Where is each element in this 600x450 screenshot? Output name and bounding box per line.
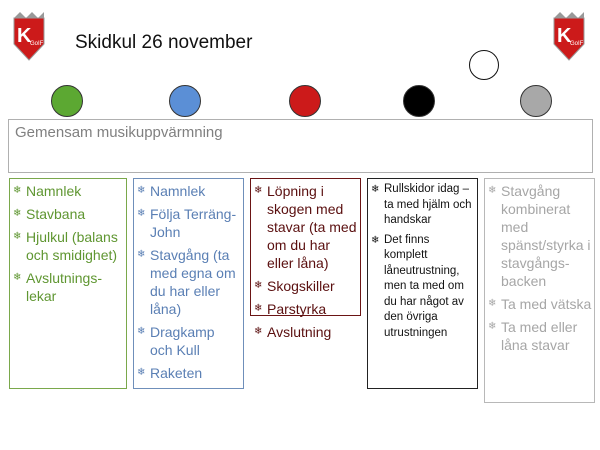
list-item: ❄ Hjulkul (balans och smidighet) <box>13 229 118 263</box>
list-item: ❄ Ta med vätska <box>488 296 592 312</box>
list-item: ❄ Stavbana <box>13 206 86 222</box>
list-item: ❄ Namnlek <box>13 183 82 199</box>
black-circle <box>403 85 435 117</box>
list-item: ❄ Ta med eller låna stavar <box>488 319 578 353</box>
club-logo-right <box>552 12 586 62</box>
list-item: ❄ Namnlek <box>137 183 206 199</box>
grey-group-box <box>484 178 595 403</box>
warmup-banner-text: Gemensam musikuppvärmning <box>15 124 223 141</box>
snowflake-bullet-icon: ❄ <box>13 208 22 219</box>
blue-group-box <box>133 178 244 389</box>
snowflake-bullet-icon: ❄ <box>13 231 22 242</box>
snowflake-bullet-icon: ❄ <box>137 249 146 260</box>
list-item: ❄ Parstyrka <box>254 301 327 317</box>
club-logo-left <box>12 12 46 62</box>
blue-circle <box>169 85 201 117</box>
blue-group-list <box>137 182 241 382</box>
svg-text:GoIF: GoIF <box>30 41 44 47</box>
list-item: ❄ Stavgång (ta med egna om du har eller låna) <box>137 247 236 317</box>
snowflake-bullet-icon: ❄ <box>254 280 263 291</box>
snowflake-bullet-icon: ❄ <box>137 367 146 378</box>
snowflake-bullet-icon: ❄ <box>137 326 146 337</box>
list-item: ❄ Avslutning <box>254 324 332 340</box>
snowflake-bullet-icon: ❄ <box>371 234 380 246</box>
grey-circle <box>520 85 552 117</box>
list-item: ❄ Dragkamp och Kull <box>137 324 215 358</box>
snowflake-bullet-icon: ❄ <box>13 185 22 196</box>
svg-text:GoIF: GoIF <box>570 41 584 47</box>
green-group-box <box>9 178 127 389</box>
white-circle <box>469 50 499 80</box>
green-group-list <box>13 182 124 305</box>
list-item: ❄ Löpning i skogen med stavar (ta med om du har eller låna) <box>254 183 357 271</box>
snowflake-bullet-icon: ❄ <box>254 185 263 196</box>
snowflake-bullet-icon: ❄ <box>371 184 380 195</box>
svg-text:K: K <box>17 25 32 47</box>
red-group-list <box>254 182 358 341</box>
warmup-banner <box>8 119 593 173</box>
list-item: ❄ Det finns komplett låneutrustning, men ta med om du har något av den övriga utrustningen <box>371 233 464 339</box>
snowflake-bullet-icon: ❄ <box>488 185 497 196</box>
list-item: ❄ Rullskidor idag – ta med hjälm och handskar <box>371 183 472 226</box>
svg-text:K: K <box>557 25 572 47</box>
snowflake-bullet-icon: ❄ <box>254 303 263 314</box>
list-item: ❄ Raketen <box>137 365 203 381</box>
green-circle <box>51 85 83 117</box>
snowflake-bullet-icon: ❄ <box>488 298 497 309</box>
snowflake-bullet-icon: ❄ <box>137 208 146 219</box>
black-group-box <box>367 178 478 389</box>
snowflake-bullet-icon: ❄ <box>488 321 497 332</box>
slide-title: Skidkul 26 november <box>75 32 253 53</box>
list-item: ❄ Följa Terräng-John <box>137 206 237 240</box>
list-item: ❄ Avslutnings-lekar <box>13 270 103 304</box>
snowflake-bullet-icon: ❄ <box>13 272 22 283</box>
grey-group-list <box>488 182 592 354</box>
snowflake-bullet-icon: ❄ <box>254 326 263 337</box>
red-group-box <box>250 178 361 340</box>
red-circle <box>289 85 321 117</box>
snowflake-bullet-icon: ❄ <box>137 185 146 196</box>
list-item: ❄ Skogskiller <box>254 278 335 294</box>
list-item: ❄ Stavgång kombinerat med spänst/styrka i stavgångs-backen <box>488 183 591 289</box>
black-group-list <box>371 182 475 341</box>
